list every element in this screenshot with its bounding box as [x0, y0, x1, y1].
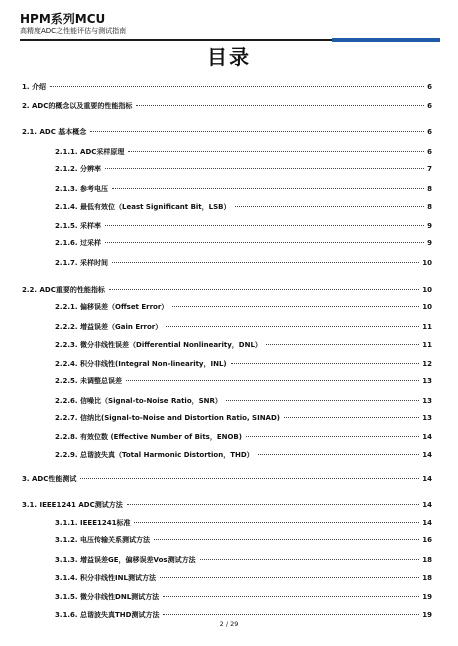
toc-entry-page: 6	[427, 128, 432, 136]
toc-entry-label: 3.1.2. 电压传输关系测试方法	[55, 536, 151, 544]
toc-entry-page: 14	[422, 433, 432, 441]
toc-dot-leader	[112, 262, 419, 263]
toc-entry-label: 3.1.5. 微分非线性DNL测试方法	[55, 593, 160, 601]
toc-dot-leader	[112, 188, 424, 189]
toc-entry-page: 12	[422, 360, 432, 368]
toc-dot-leader	[163, 614, 419, 615]
toc-entry[interactable]	[55, 555, 432, 565]
toc-entry[interactable]	[55, 450, 432, 460]
toc-entry-label: 2.1.2. 分辨率	[55, 165, 102, 173]
header-rule	[20, 38, 440, 42]
toc-entry-page: 13	[422, 397, 432, 405]
toc-entry[interactable]	[22, 101, 432, 111]
toc-entry[interactable]	[55, 610, 432, 620]
toc-entry-page: 14	[422, 519, 432, 527]
document-header	[20, 12, 440, 36]
toc-entry-label: 2.1. ADC 基本概念	[22, 128, 87, 136]
toc-dot-leader	[284, 417, 419, 418]
toc-entry[interactable]	[22, 500, 432, 510]
toc-entry[interactable]	[55, 592, 432, 602]
toc-entry[interactable]	[55, 396, 432, 406]
toc-entry[interactable]	[55, 202, 432, 212]
toc-entry[interactable]	[55, 340, 432, 350]
toc-entry-label: 2.2. ADC重要的性能指标	[22, 286, 105, 294]
toc-entry-label: 2.2.6. 信噪比（Signal-to-Noise Ratio，SNR）	[55, 397, 222, 405]
toc-entry[interactable]	[55, 164, 432, 174]
toc-entry-label: 1. 介绍	[22, 83, 46, 91]
toc-entry-page: 6	[427, 148, 432, 156]
toc-entry-label: 2.2.1. 偏移误差（Offset Error）	[55, 303, 169, 311]
toc-entry[interactable]	[55, 322, 432, 332]
toc-entry-label: 2.1.6. 过采样	[55, 239, 102, 247]
toc-dot-leader	[235, 206, 425, 207]
toc-entry-page: 10	[422, 259, 432, 267]
toc-entry-page: 9	[427, 222, 432, 230]
toc-dot-leader	[127, 504, 420, 505]
toc-entry-page: 6	[427, 83, 432, 91]
toc-entry-label: 2.2.5. 未调整总误差	[55, 377, 123, 385]
toc-dot-leader	[50, 86, 424, 87]
toc-dot-leader	[266, 344, 419, 345]
page-number: 2 / 29	[219, 620, 239, 628]
toc-dot-leader	[166, 326, 419, 327]
toc-entry-label: 3. ADC性能测试	[22, 475, 77, 483]
toc-entry[interactable]	[55, 413, 432, 423]
toc-entry-page: 13	[422, 377, 432, 385]
toc-entry-page: 10	[422, 286, 432, 294]
toc-entry-label: 3.1.4. 积分非线性INL测试方法	[55, 574, 156, 582]
toc-entry[interactable]	[22, 474, 432, 484]
toc-entry-page: 14	[422, 475, 432, 483]
toc-entry-page: 18	[422, 574, 432, 582]
toc-entry-label: 2.1.1. ADC采样原理	[55, 148, 125, 156]
toc-entry[interactable]	[55, 359, 432, 369]
toc-entry[interactable]	[22, 285, 432, 295]
toc-entry-page: 18	[422, 556, 432, 564]
toc-dot-leader	[126, 380, 419, 381]
toc-entry-label: 2.1.3. 参考电压	[55, 185, 109, 193]
toc-dot-leader	[231, 363, 420, 364]
toc-entry[interactable]	[55, 535, 432, 545]
toc-entry[interactable]	[55, 184, 432, 194]
toc-dot-leader	[154, 539, 419, 540]
toc-dot-leader	[109, 289, 419, 290]
toc-dot-leader	[258, 454, 420, 455]
toc-entry-page: 14	[422, 451, 432, 459]
toc-dot-leader	[200, 559, 420, 560]
toc-dot-leader	[136, 105, 424, 106]
toc-dot-leader	[134, 522, 419, 523]
toc-entry-label: 2.1.4. 最低有效位（Least Significant Bit，LSB）	[55, 203, 231, 211]
toc-entry[interactable]	[55, 147, 432, 157]
toc-entry-label: 3.1.3. 增益误差GE，偏移误差Vos测试方法	[55, 556, 196, 564]
brand-title: HPM系列MCU	[20, 12, 106, 26]
toc-dot-leader	[226, 400, 419, 401]
toc-entry-page: 13	[422, 414, 432, 422]
document-subtitle: 高精度ADC之性能评估与测试指南	[20, 27, 127, 35]
toc-dot-leader	[80, 478, 419, 479]
toc-dot-leader	[105, 168, 424, 169]
toc-entry[interactable]	[22, 127, 432, 137]
toc-dot-leader	[160, 577, 419, 578]
toc-entry-label: 2.2.9. 总谐波失真（Total Harmonic Distortion，THD）	[55, 451, 254, 459]
toc-dot-leader	[172, 306, 419, 307]
toc-entry-label: 2.2.3. 微分非线性误差（Differential Nonlinearity，DNL）	[55, 341, 262, 349]
toc-entry-page: 19	[422, 611, 432, 619]
toc-entry-label: 2.2.8. 有效位数 (Effective Number of Bits，ENOB)	[55, 433, 242, 441]
toc-entry-label: 2.2.2. 增益误差（Gain Error）	[55, 323, 163, 331]
toc-entry-page: 9	[427, 239, 432, 247]
toc-entry-label: 2.2.7. 信纳比(Signal-to-Noise and Distortion Ratio, SINAD)	[55, 414, 280, 422]
toc-entry-label: 2.1.7. 采样时间	[55, 259, 109, 267]
toc-entry[interactable]	[55, 221, 432, 231]
toc-entry[interactable]	[55, 302, 432, 312]
toc-entry[interactable]	[55, 238, 432, 248]
toc-entry-label: 3.1. IEEE1241 ADC测试方法	[22, 501, 123, 509]
toc-entry[interactable]	[55, 518, 432, 528]
toc-entry-label: 3.1.6. 总谐波失真THD测试方法	[55, 611, 160, 619]
toc-entry[interactable]	[55, 376, 432, 386]
toc-entry-label: 2. ADC的概念以及重要的性能指标	[22, 102, 133, 110]
toc-entry-page: 8	[427, 203, 432, 211]
page-title: 目录	[207, 45, 251, 69]
toc-entry[interactable]	[55, 258, 432, 268]
toc-entry-page: 16	[422, 536, 432, 544]
toc-entry[interactable]	[55, 573, 432, 583]
toc-entry-page: 11	[422, 323, 432, 331]
toc-dot-leader	[128, 151, 424, 152]
toc-dot-leader	[163, 596, 419, 597]
toc-dot-leader	[105, 242, 424, 243]
toc-entry-label: 2.2.4. 积分非线性(Integral Non-linearity，INL)	[55, 360, 227, 368]
toc-entry-page: 14	[422, 501, 432, 509]
toc-dot-leader	[246, 436, 419, 437]
toc-dot-leader	[90, 131, 424, 132]
toc-entry-page: 7	[427, 165, 432, 173]
toc-entry-page: 8	[427, 185, 432, 193]
toc-entry-label: 2.1.5. 采样率	[55, 222, 102, 230]
toc-entry-page: 6	[427, 102, 432, 110]
toc-entry-page: 10	[422, 303, 432, 311]
toc-entry-page: 19	[422, 593, 432, 601]
toc-entry[interactable]	[22, 82, 432, 92]
toc-dot-leader	[105, 225, 424, 226]
toc-entry[interactable]	[55, 432, 432, 442]
toc-entry-page: 11	[422, 341, 432, 349]
toc-entry-label: 3.1.1. IEEE1241标准	[55, 519, 131, 527]
header-rule-blue	[332, 38, 440, 42]
